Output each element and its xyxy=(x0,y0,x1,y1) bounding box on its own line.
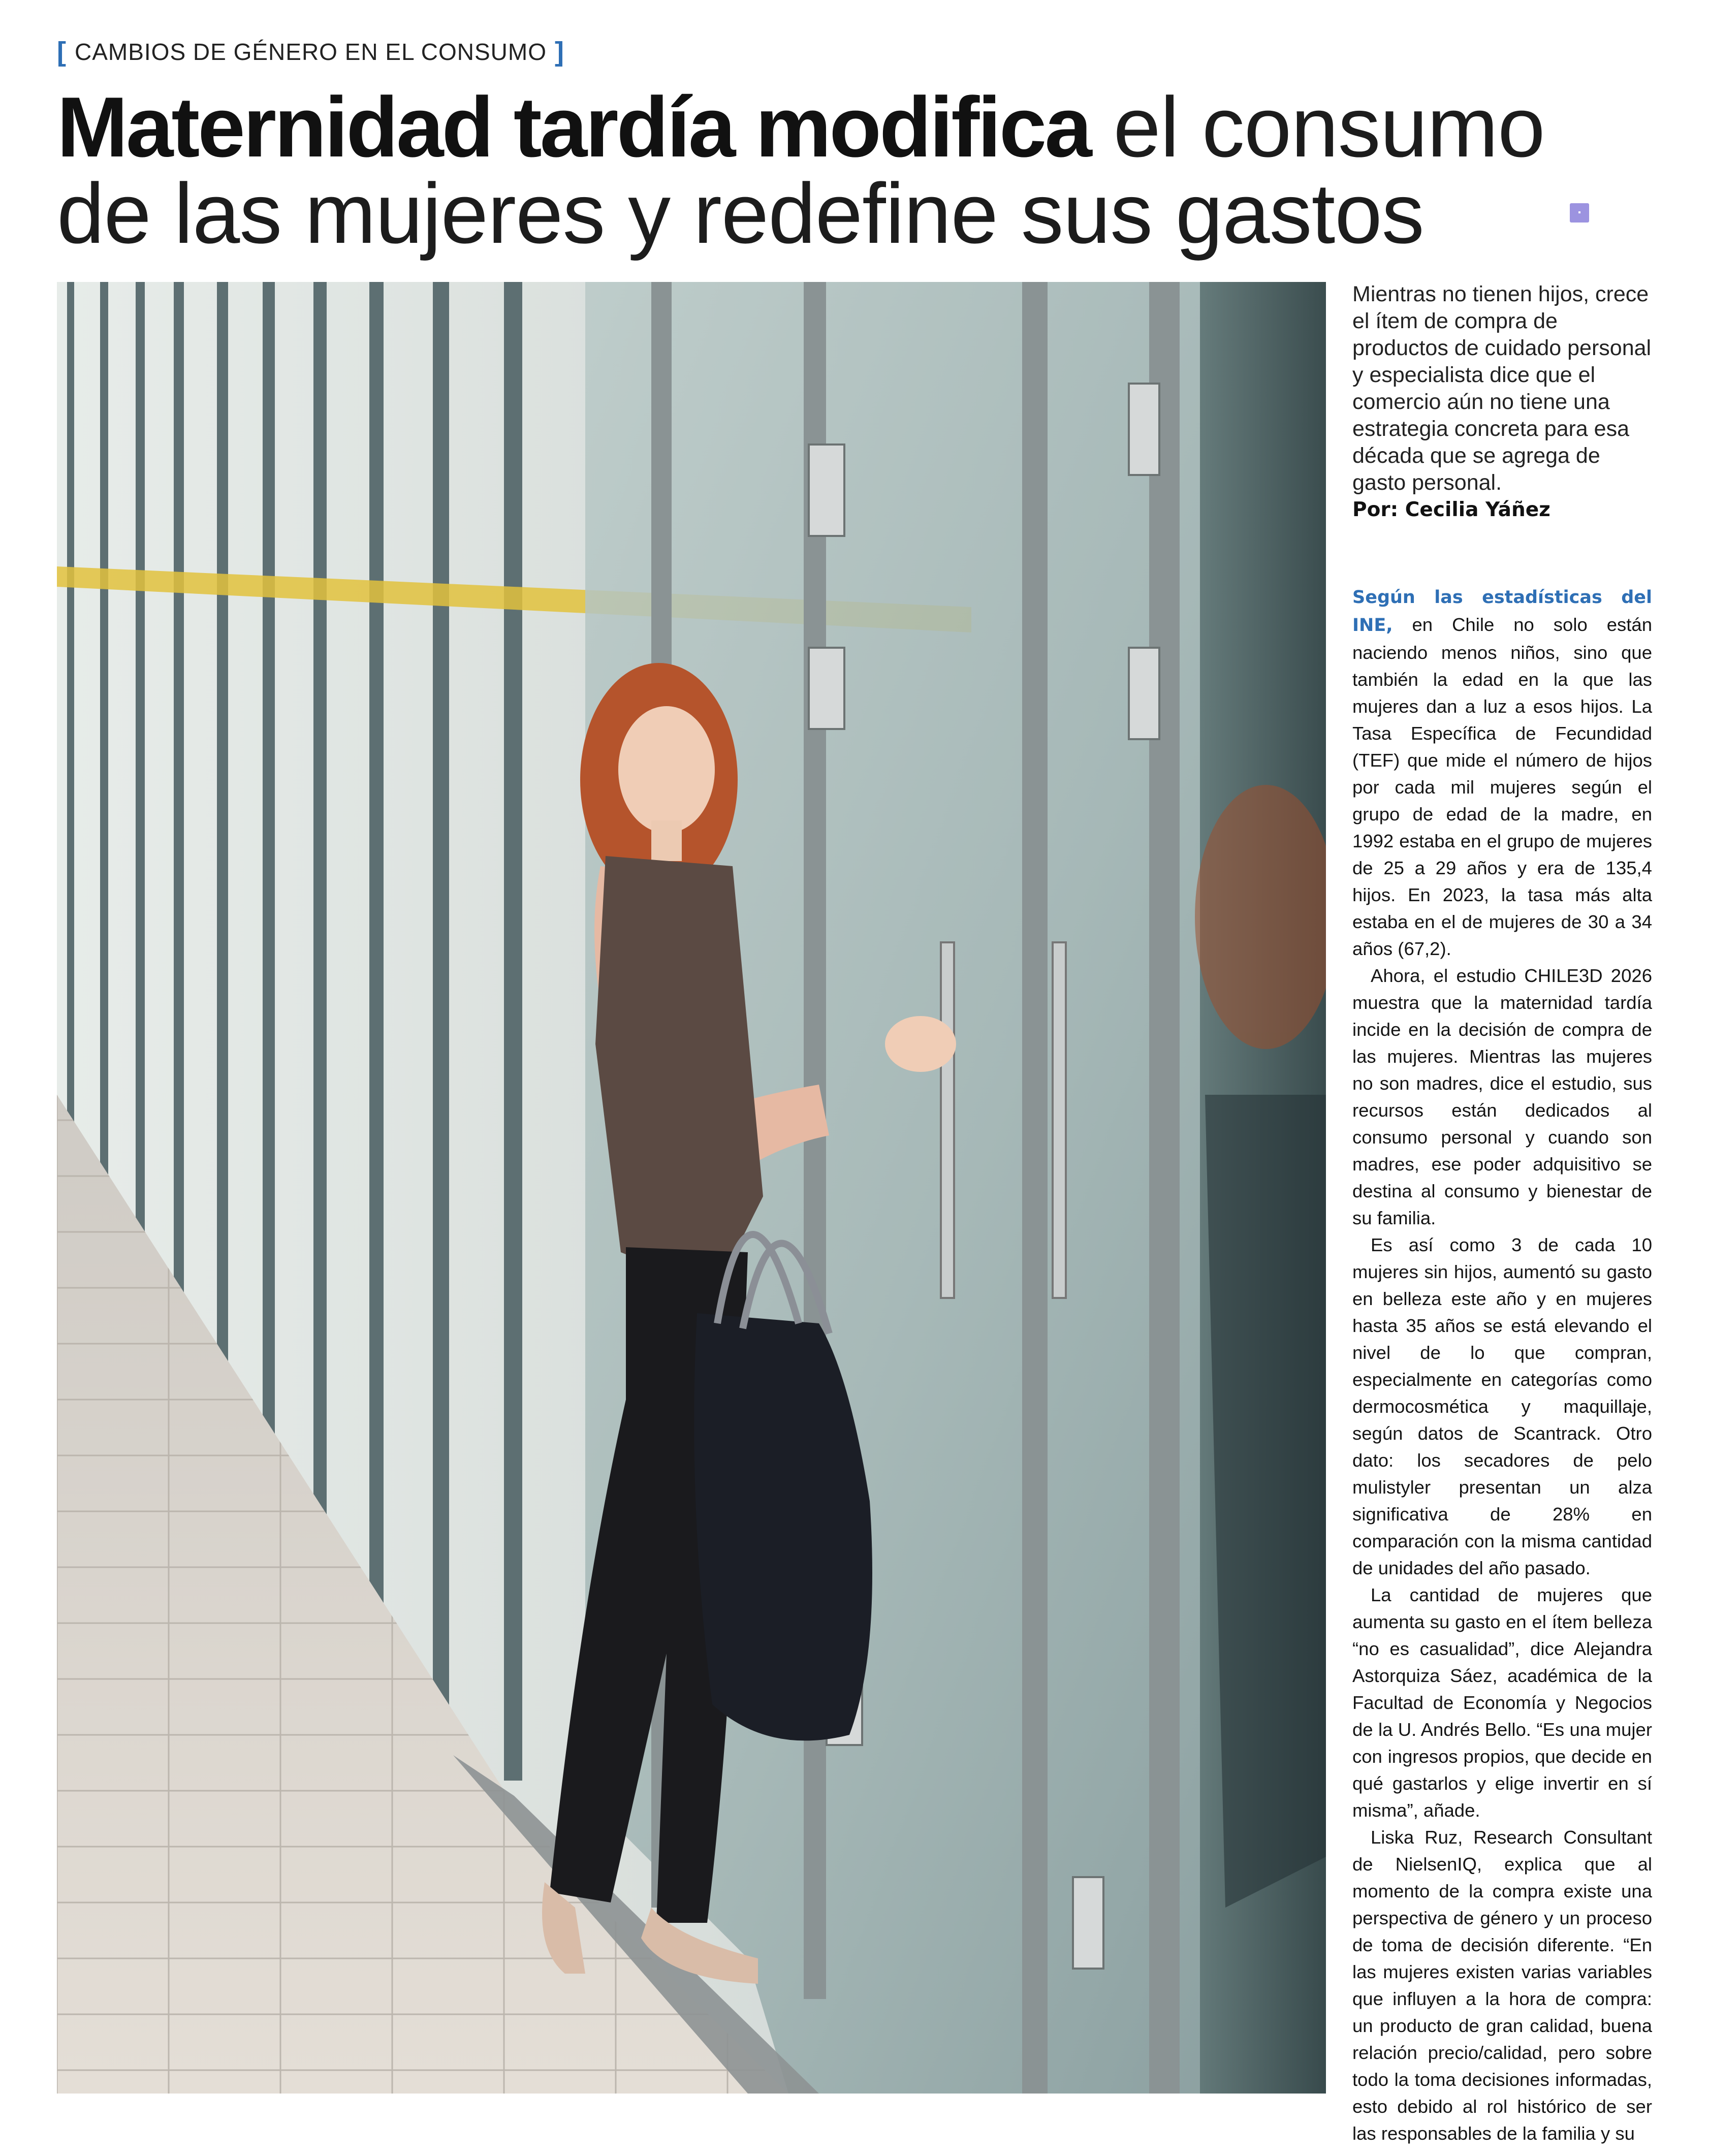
body-paragraph-4: La cantidad de mujeres que aumenta su gasto en el ítem belleza “no es casualidad”, dice Alejandra Astorquiza Sáez, académica de la Facultad de Economía y Negocios de la U. Andrés Bello. “Es una mujer con ingresos propios, que decide en qué gastarlos y elige invertir en sí misma”, añade. xyxy=(1352,1584,1652,1821)
article-lead xyxy=(1352,281,1652,523)
headline-light-line-1: el consumo xyxy=(1090,79,1545,175)
byline: Por: Cecilia Yáñez xyxy=(1352,498,1550,521)
lead-text: Mientras no tienen hijos, crece el ítem de compra de productos de cuidado personal y especialista dice que el comercio aún no tiene una estrategia concreta para esa década que se agrega de gasto personal. xyxy=(1352,282,1652,495)
body-paragraph-1-text: en Chile no solo están naciendo menos niños, sino que también la edad en la que las mujeres dan a luz a esos hijos. La Tasa Específica de Fecundidad (TEF) que mide el número de hijos por cada mil mujeres según el grupo de edad de la madre, en 1992 estaba en el grupo de mujeres de 25 a 29 años y era de 135,4 hijos. En 2023, la tasa más alta estaba en el de mujeres de 30 a 34 años (67,2). xyxy=(1352,614,1652,959)
woman-at-glass-door-illustration xyxy=(57,282,1326,2094)
headline-bold: Maternidad tardía modifica xyxy=(57,79,1090,175)
body-lede-highlight: Según las estadísticas del INE, xyxy=(1352,587,1652,636)
kicker-close-bracket: ] xyxy=(554,37,564,67)
page-marker-icon: ▪ xyxy=(1570,203,1589,223)
body-paragraph-2: Ahora, el estudio CHILE3D 2026 muestra que la maternidad tardía incide en la decisión de compra de las mujeres. Mientras las mujeres no son madres, dice el estudio, sus recursos están dedicados al consumo personal y cuando son madres, ese poder adquisitivo se destina al consumo y bienestar de su familia. xyxy=(1352,965,1652,1228)
article-headline xyxy=(57,79,1632,261)
article-photo xyxy=(57,282,1326,2094)
kicker-label: CAMBIOS DE GÉNERO EN EL CONSUMO xyxy=(74,39,547,65)
body-paragraph-1 xyxy=(1352,583,1652,962)
body-paragraph-5: Liska Ruz, Research Consultant de NielsenIQ, explica que al momento de la compra existe una perspectiva de género y un proceso de toma de decisión diferente. “En las mujeres existen varias variables que influyen a la hora de compra: un producto de gran calidad, buena relación precio/calidad, pero sobre todo la toma decisiones informadas, esto debido al rol histórico de ser las responsables de la familia y su xyxy=(1352,1827,1652,2144)
body-paragraph-3: Es así como 3 de cada 10 mujeres sin hijos, aumentó su gasto en belleza este año y en mujeres hasta 35 años se está elevando el nivel de lo que compran, especialmente en categorías como dermocosmética y maquillaje, según datos de Scantrack. Otro dato: los secadores de pelo mulistyler presentan un alza significativa de 28% en comparación con la misma cantidad de unidades del año pasado. xyxy=(1352,1234,1652,1578)
headline-light-line-2: de las mujeres y redefine sus gastos xyxy=(57,166,1424,261)
section-kicker xyxy=(57,36,564,68)
article-body xyxy=(1352,583,1652,2147)
kicker-open-bracket: [ xyxy=(57,37,67,67)
